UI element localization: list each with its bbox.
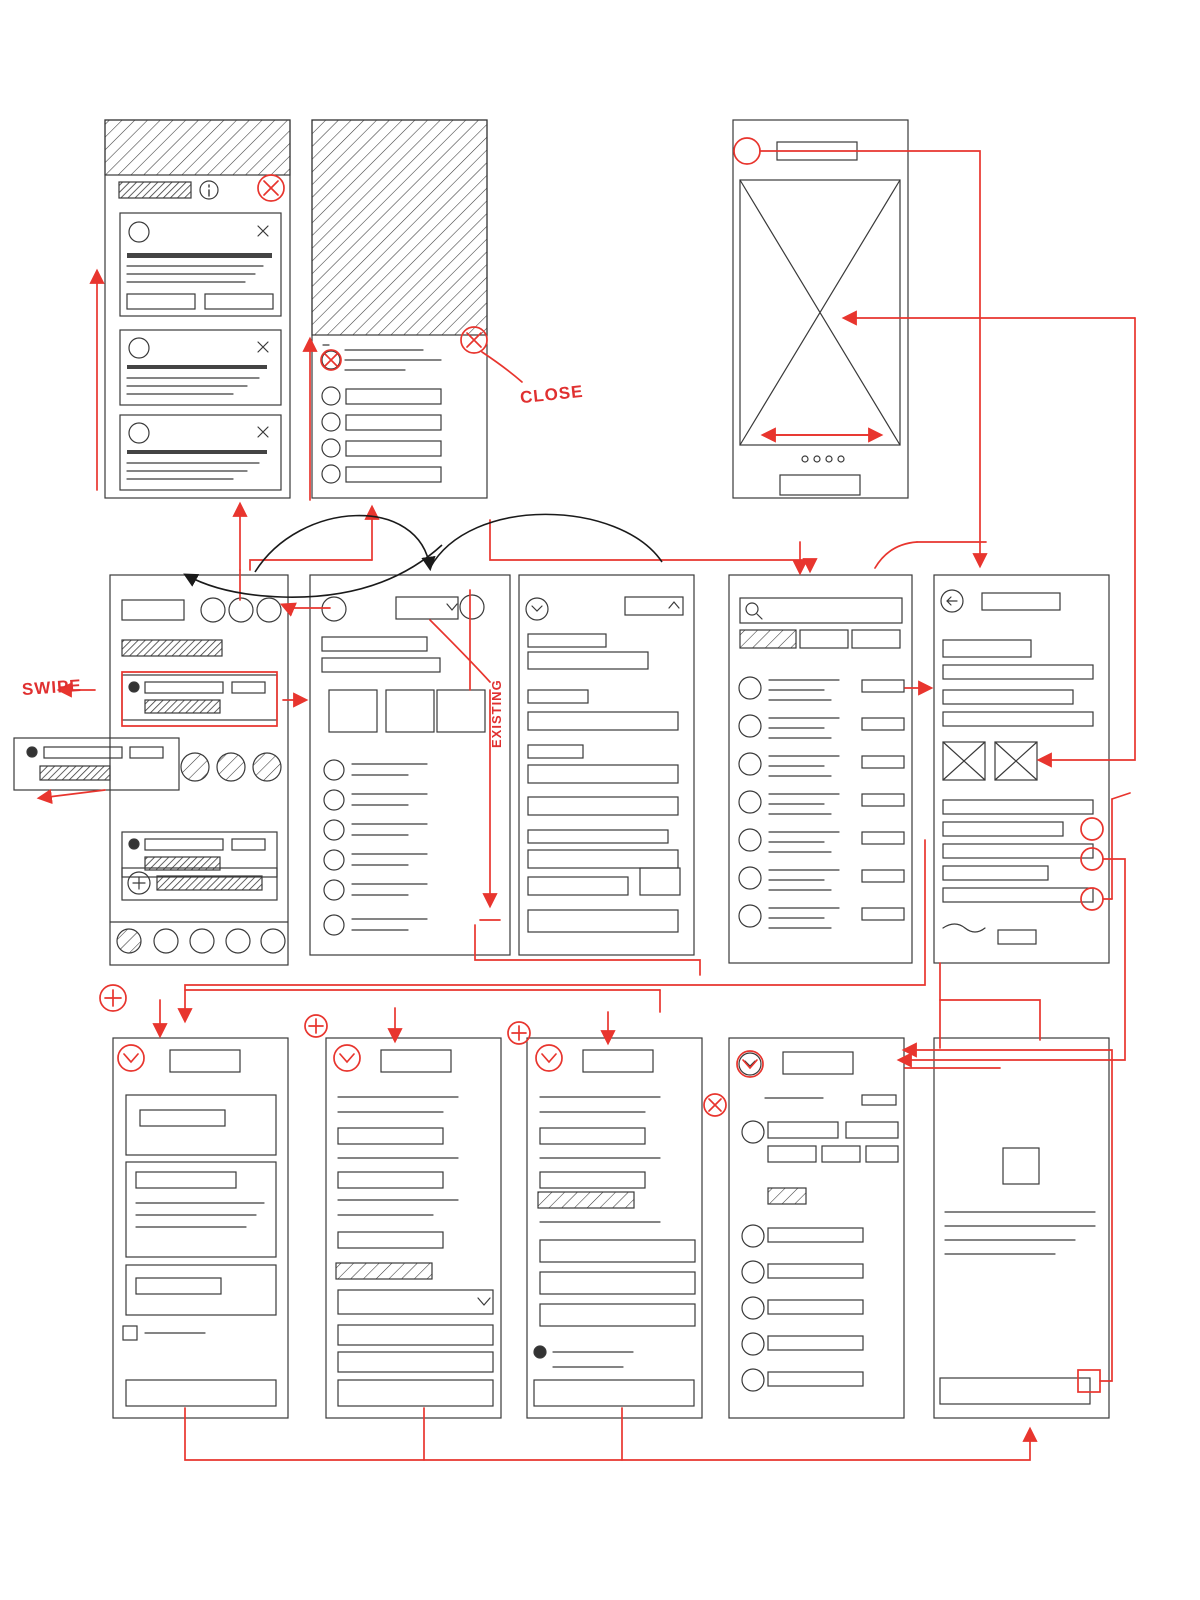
home-feed-screen xyxy=(110,575,288,965)
media-viewer-screen xyxy=(733,120,908,498)
annotation-existing: EXISTING xyxy=(489,679,504,748)
annotation-close: CLOSE xyxy=(519,381,585,408)
annotation-swipe: SWIPE xyxy=(21,675,83,700)
expanded-form-screen xyxy=(519,575,694,955)
swipe-revealed-card xyxy=(14,738,179,790)
create-step1-screen xyxy=(113,1038,288,1418)
detail-form-screen xyxy=(310,575,510,955)
flow-curves xyxy=(186,514,662,597)
create-step3-screen xyxy=(527,1038,702,1418)
confirmation-screen xyxy=(934,1038,1109,1418)
summary-list-screen xyxy=(729,1038,904,1418)
notification-list-screen xyxy=(105,120,290,498)
create-step2-screen xyxy=(326,1038,501,1418)
search-results-screen xyxy=(729,575,912,963)
filter-overlay-screen xyxy=(312,120,487,498)
